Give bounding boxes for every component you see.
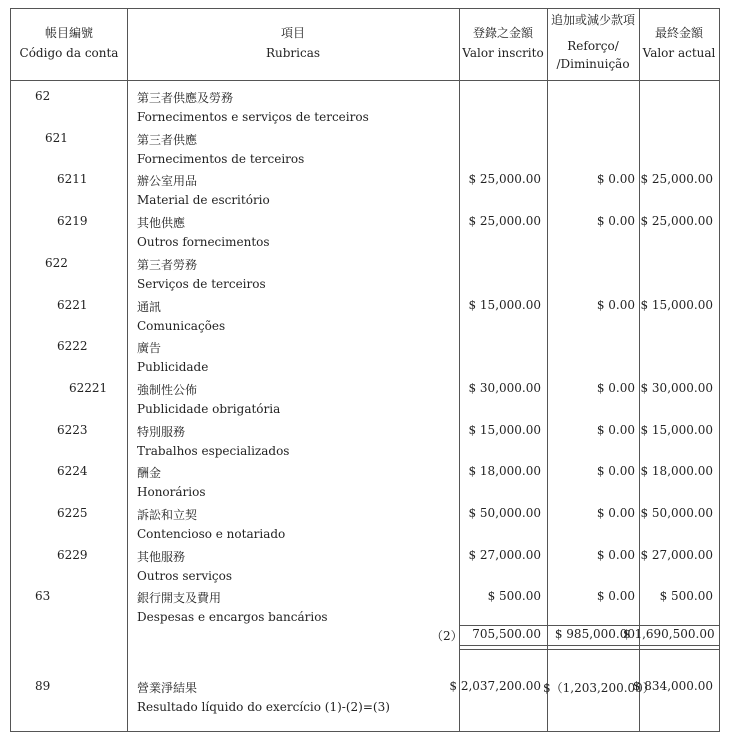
header-code-zh: 帳目編號 [44, 26, 93, 40]
column-divider [127, 9, 128, 731]
rubric-zh: 第三者供應及勞務 [137, 91, 234, 105]
account-code: 62 [35, 89, 51, 103]
header-rubric-zh: 項目 [280, 26, 305, 40]
account-code: 6222 [57, 339, 88, 353]
header-final [639, 9, 719, 81]
account-code: 621 [45, 131, 68, 145]
header-inscribed-pt: Valor inscrito [462, 46, 544, 60]
value-change: $ 0.00 [596, 548, 635, 562]
value-change: $ 0.00 [596, 589, 635, 603]
rubric-pt: Publicidade obrigatória [137, 402, 281, 416]
subtotal-rule [459, 625, 719, 626]
header-change-pt2: /Diminuição [556, 57, 630, 71]
value-change: $ 0.00 [596, 506, 635, 520]
rubric-zh: 其他供應 [137, 216, 186, 230]
account-code: 622 [45, 256, 68, 270]
value-change: $ 0.00 [596, 423, 635, 437]
result-inscribed: $ 2,037,200.00 [449, 679, 541, 693]
account-code: 62221 [69, 381, 108, 395]
value-inscribed: $ 500.00 [487, 589, 541, 603]
subtotal-double-rule-top [459, 645, 719, 646]
rubric-zh: 廣告 [137, 341, 162, 355]
rubric-pt: Fornecimentos de terceiros [137, 152, 305, 166]
value-inscribed: $ 27,000.00 [468, 548, 541, 562]
value-change: $ 0.00 [596, 464, 635, 478]
value-inscribed: $ 50,000.00 [468, 506, 541, 520]
account-code: 6221 [57, 298, 88, 312]
value-change: $ 0.00 [596, 298, 635, 312]
value-inscribed: $ 25,000.00 [468, 172, 541, 186]
header-inscribed-zh: 登錄之金額 [472, 26, 533, 40]
value-final: $ 25,000.00 [640, 214, 713, 228]
rubric-pt: Publicidade [137, 360, 209, 374]
rubric-zh: 通訊 [137, 300, 162, 314]
rubric-pt: Outros serviços [137, 569, 233, 583]
account-code: 6211 [57, 172, 88, 186]
value-final: $ 15,000.00 [640, 298, 713, 312]
result-code: 89 [35, 679, 51, 693]
value-change: $ 0.00 [596, 214, 635, 228]
header-change-pt1: Reforço/ [567, 39, 619, 53]
subtotal-label: （2） [431, 629, 463, 643]
account-code: 6229 [57, 548, 88, 562]
result-pt: Resultado líquido do exercício (1)-(2)=(3) [137, 700, 390, 714]
rubric-pt: Outros fornecimentos [137, 235, 270, 249]
subtotal-inscribed: 705,500.00 [472, 627, 541, 641]
budget-table [10, 8, 720, 732]
rubric-zh: 第三者供應 [137, 133, 198, 147]
rubric-pt: Honorários [137, 485, 206, 499]
value-inscribed: $ 15,000.00 [468, 298, 541, 312]
header-code [11, 9, 127, 81]
subtotal-change: $ 985,000.00 [554, 627, 635, 641]
value-change: $ 0.00 [596, 172, 635, 186]
rubric-zh: 強制性公佈 [137, 383, 198, 397]
result-final: $ 834,000.00 [632, 679, 713, 693]
rubric-zh: 訴訟和立契 [137, 508, 198, 522]
value-inscribed: $ 18,000.00 [468, 464, 541, 478]
header-rubric-pt: Rubricas [265, 46, 321, 60]
header-final-pt: Valor actual [642, 46, 716, 60]
rubric-zh: 特別服務 [137, 425, 186, 439]
header-change [547, 9, 639, 81]
account-code: 63 [35, 589, 51, 603]
account-code: 6223 [57, 423, 88, 437]
header-inscribed [459, 9, 547, 81]
header-rubric [127, 9, 459, 81]
rubric-pt: Trabalhos especializados [137, 444, 290, 458]
subtotal-double-rule-bottom [459, 649, 719, 650]
subtotal-final: $ 1,690,500.00 [623, 627, 715, 641]
column-divider [459, 9, 460, 731]
value-final: $ 25,000.00 [640, 172, 713, 186]
value-final: $ 15,000.00 [640, 423, 713, 437]
header-change-zh: 追加或減少款項 [550, 13, 635, 27]
result-zh: 營業淨結果 [137, 681, 198, 695]
rubric-zh: 辦公室用品 [137, 174, 198, 188]
column-divider [639, 9, 640, 731]
rubric-zh: 酬金 [137, 466, 162, 480]
account-code: 6224 [57, 464, 88, 478]
value-change: $ 0.00 [596, 381, 635, 395]
value-inscribed: $ 15,000.00 [468, 423, 541, 437]
account-code: 6219 [57, 214, 88, 228]
value-final: $ 18,000.00 [640, 464, 713, 478]
rubric-pt: Despesas e encargos bancários [137, 610, 328, 624]
rubric-pt: Comunicações [137, 319, 226, 333]
rubric-pt: Serviços de terceiros [137, 277, 266, 291]
value-final: $ 500.00 [659, 589, 713, 603]
account-code: 6225 [57, 506, 88, 520]
result-change: $（1,203,200.00） [543, 681, 655, 695]
rubric-pt: Fornecimentos e serviços de terceiros [137, 110, 369, 124]
rubric-pt: Contencioso e notariado [137, 527, 286, 541]
value-final: $ 30,000.00 [640, 381, 713, 395]
header-code-pt: Código da conta [19, 46, 119, 60]
value-inscribed: $ 25,000.00 [468, 214, 541, 228]
rubric-pt: Material de escritório [137, 193, 270, 207]
value-final: $ 50,000.00 [640, 506, 713, 520]
value-inscribed: $ 30,000.00 [468, 381, 541, 395]
column-divider [547, 9, 548, 731]
header-final-zh: 最終金額 [654, 26, 703, 40]
value-final: $ 27,000.00 [640, 548, 713, 562]
rubric-zh: 銀行開支及費用 [137, 591, 222, 605]
rubric-zh: 第三者勞務 [137, 258, 198, 272]
rubric-zh: 其他服務 [137, 550, 186, 564]
